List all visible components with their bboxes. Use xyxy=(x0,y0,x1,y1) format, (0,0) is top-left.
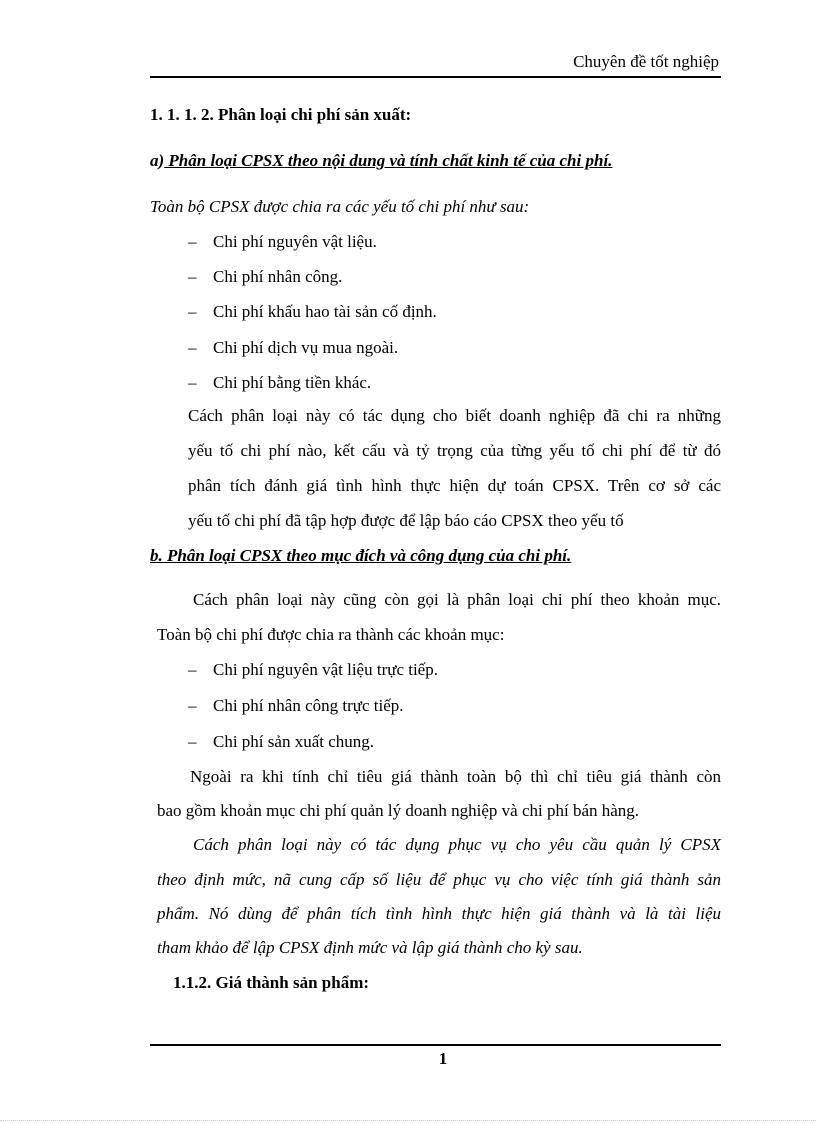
part-a-para-line: Cách phân loại này có tác dụng cho biết doanh nghiệp đã chi ra những xyxy=(188,406,721,425)
part-a-heading xyxy=(150,150,612,172)
list-item: Chi phí bằng tiền khác. xyxy=(213,373,372,392)
part-a-prefix: a) xyxy=(150,151,165,170)
part-a-heading-text: Phân loại CPSX theo nội dung và tính chất kinh tế của chi phí. xyxy=(164,151,613,170)
list-item: Chi phí sản xuất chung. xyxy=(213,732,375,751)
part-a-para-line: yếu tố chi phí nào, kết cấu và tỷ trọng của từng yếu tố chi phí để từ đó xyxy=(188,441,721,460)
bullet-mark: – xyxy=(188,732,197,751)
part-b-intro-line: Cách phân loại này cũng còn gọi là phân loại chi phí theo khoản mục. xyxy=(193,590,721,609)
part-a-para-line: phân tích đánh giá tình hình thực hiện dự toán CPSX. Trên cơ sở các xyxy=(188,476,721,495)
bullet-mark: – xyxy=(188,232,197,251)
part-b-para2-line: phẩm. Nó dùng để phân tích tình hình thực hiện giá thành và là tài liệu xyxy=(157,904,721,923)
list-item: Chi phí nguyên vật liệu trực tiếp. xyxy=(213,660,438,679)
part-a-para-line: yếu tố chi phí đã tập hợp được để lập báo cáo CPSX theo yếu tố xyxy=(188,511,624,530)
part-b-para2-line: theo định mức, nã cung cấp số liệu để phục vụ cho việc tính giá thành sản xyxy=(157,870,721,889)
next-section-title: 1.1.2. Giá thành sản phẩm: xyxy=(173,973,370,992)
section-title: 1. 1. 1. 2. Phân loại chi phí sản xuất: xyxy=(150,105,412,124)
footer-rule xyxy=(150,1044,721,1046)
header-title: Chuyên đề tốt nghiệp xyxy=(573,52,719,71)
part-b-para2-line: tham khảo để lập CPSX định mức và lập giá thành cho kỳ sau. xyxy=(157,938,583,957)
bullet-mark: – xyxy=(188,267,197,286)
part-b-intro-line: Toàn bộ chi phí được chia ra thành các khoản mục: xyxy=(157,625,505,644)
bullet-mark: – xyxy=(188,338,197,357)
bullet-mark: – xyxy=(188,660,197,679)
list-item: Chi phí nguyên vật liệu. xyxy=(213,232,377,251)
list-item: Chi phí dịch vụ mua ngoài. xyxy=(213,338,399,357)
list-item: Chi phí nhân công. xyxy=(213,267,343,286)
list-item: Chi phí nhân công trực tiếp. xyxy=(213,696,404,715)
part-b-para2-line: Cách phân loại này có tác dụng phục vụ cho yêu cầu quản lý CPSX xyxy=(193,835,721,854)
part-b-heading: b. Phân loại CPSX theo mục đích và công dụng của chi phí. xyxy=(150,546,572,565)
part-b-para1-line: Ngoài ra khi tính chỉ tiêu giá thành toàn bộ thì chỉ tiêu giá thành còn xyxy=(190,767,721,786)
bullet-mark: – xyxy=(188,373,197,392)
bullet-mark: – xyxy=(188,696,197,715)
part-b-para1-line: bao gồm khoản mục chi phí quản lý doanh nghiệp và chi phí bán hàng. xyxy=(157,801,640,820)
page-number: 1 xyxy=(438,1049,448,1068)
bullet-mark: – xyxy=(188,302,197,321)
header-rule xyxy=(150,76,721,78)
list-item: Chi phí khấu hao tài sản cố định. xyxy=(213,302,437,321)
part-a-intro: Toàn bộ CPSX được chia ra các yếu tố chi phí như sau: xyxy=(150,197,530,216)
page-edge-divider xyxy=(0,1120,816,1121)
